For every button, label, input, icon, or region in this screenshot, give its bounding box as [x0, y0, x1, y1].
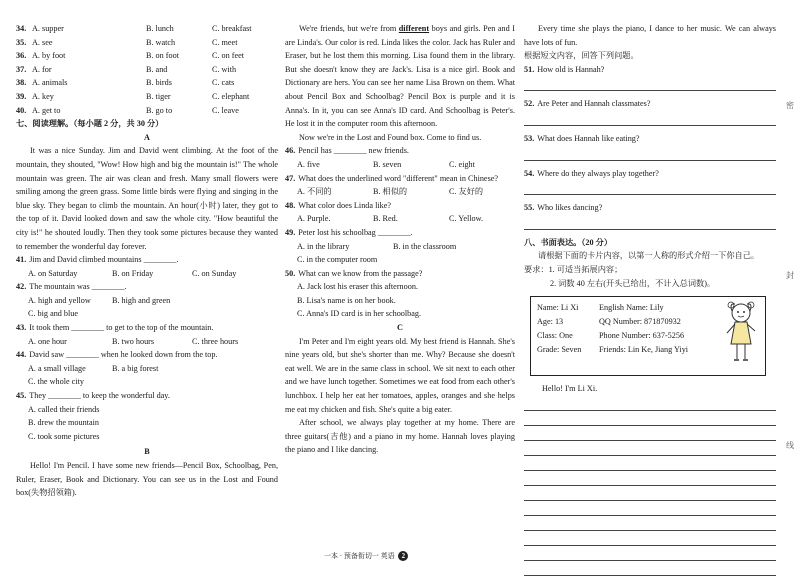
option-c: C. on feet	[212, 51, 245, 61]
writing-line	[524, 441, 776, 456]
option-a: A. called their friends	[28, 404, 100, 414]
card-value: Friends: Lin Ke, Jiang Yiyi	[599, 345, 689, 355]
option-a: A. on Saturday	[28, 268, 78, 278]
option-a: A. get to	[32, 105, 61, 115]
question-text: What color does Linda like?	[298, 200, 391, 210]
passage-a-questions	[16, 253, 278, 443]
writing-start: Hello! I'm Li Xi.	[542, 384, 598, 394]
question-text: The mountain was ________.	[29, 282, 127, 292]
question-stem	[16, 280, 278, 294]
question-stem	[285, 172, 515, 186]
option-a: A. key	[32, 91, 54, 101]
card-value: English Name: Lily	[599, 303, 664, 313]
question-number: 38.	[16, 78, 27, 88]
passage-c-questions	[524, 63, 776, 236]
cloze-option-row	[16, 76, 278, 90]
passage-a-text: It was a nice Sunday. Jim and David went climbing. At the foot of the mountain, they shouted, "Wow! How high and big the mountain is!" The whole mountain was green. The air was clean and fresh. Many small flowers were smiling among the green grass. Some little birds were flying and singing in the blue sky. They began to climb the mountain. An hour(小时) later, they got to the top of it. David looked down and saw the whole city. "How beautiful the city is!" he shouted loudly. Then they took some pictures because they wanted to remember the wonderful day forever.	[16, 146, 278, 251]
option-a: A. supper	[32, 24, 64, 33]
option: B. seven	[373, 159, 402, 169]
writing-line	[524, 456, 776, 471]
question-number: 44.	[16, 350, 27, 360]
answer-line	[524, 76, 776, 91]
column-left	[16, 0, 278, 500]
passage-b-para1: Hello! I'm Pencil. I have some new friends—Pencil Box, Schoolbag, Pen, Ruler, Eraser, Book and Dictionary. You can see us in the Lost and Found box(失物招领箱).	[16, 461, 278, 498]
option-c: C. with	[212, 64, 237, 74]
c-instructions: 根据短文内容，回答下列问题。	[524, 51, 639, 61]
question-number: 34.	[16, 24, 27, 33]
option: A. in the library	[297, 241, 350, 251]
question-text: Where do they always play together?	[537, 168, 659, 178]
options-row	[16, 267, 278, 281]
girl-illustration	[721, 299, 761, 365]
p2-pre: We're friends, but we're from	[299, 24, 399, 33]
question-number: 41.	[16, 255, 27, 265]
question-number: 46.	[285, 146, 296, 156]
option: B. Lisa's name is on her book.	[297, 295, 396, 305]
question-stem	[524, 167, 776, 181]
option-b: B. birds	[146, 78, 172, 88]
question-text: Peter lost his schoolbag ________.	[298, 227, 413, 237]
option-c: C. meet	[212, 37, 238, 47]
question-number: 36.	[16, 51, 27, 61]
passage-b-para3: Now we're in the Lost and Found box. Come to find us.	[299, 132, 482, 142]
option-a: A. by foot	[32, 51, 66, 61]
question-number: 50.	[285, 268, 296, 278]
option-a: A. one hour	[28, 336, 67, 346]
option-b: B. lunch	[146, 24, 174, 33]
page-number: 2	[398, 551, 408, 561]
info-card	[530, 296, 766, 376]
option-b: B. on foot	[146, 51, 179, 61]
option-c: C. on Sunday	[192, 268, 237, 278]
writing-line	[524, 396, 776, 411]
option: C. eight	[449, 159, 475, 169]
writing-req-1: 要求：1. 可适当拓展内容；	[524, 264, 623, 274]
question-number: 49.	[285, 227, 296, 237]
question-number: 47.	[285, 173, 296, 183]
column-right	[524, 0, 776, 576]
option-c: C. big and blue	[28, 309, 79, 319]
card-value: QQ Number: 871870932	[599, 317, 681, 327]
question-stem	[16, 348, 278, 362]
option-c: C. the whole city	[28, 377, 84, 387]
option-c: C. took some pictures	[28, 431, 100, 441]
option: B. Red.	[373, 214, 398, 224]
p2-post: boys and girls. Pen and I are Linda's. Our color is red. Linda likes the color. Jack has Ruler and Eraser, but he lost them this morning. Lisa found them in the library. But she doesn't know they are Jack's. Lisa is a nice girl. Book and Dictionary are hers. You can see her name Lisa Brown on them. What about Pencil Box and Schoolbag? Pencil Box is purple and it is Anna's. In it, you can see Anna's ID card. And Schoolbag is Peter's. He lost it in the computer room this afternoon.	[285, 24, 515, 129]
cloze-option-row	[16, 90, 278, 104]
cloze-option-row	[16, 49, 278, 63]
question-stem	[285, 226, 515, 240]
passage-c-label: C	[397, 323, 403, 333]
question-number: 48.	[285, 200, 296, 210]
option-a: A. animals	[32, 78, 68, 88]
writing-line	[524, 546, 776, 561]
section-8-heading: 八、书面表达。（20 分）	[524, 237, 613, 247]
underlined-word: different	[398, 24, 430, 33]
column-middle	[285, 0, 515, 457]
question-number: 53.	[524, 133, 535, 143]
option-b: B. and	[146, 64, 168, 74]
option-b: B. watch	[146, 37, 176, 47]
option-a: A. for	[32, 64, 52, 74]
cloze-option-row	[16, 36, 278, 50]
question-stem	[524, 63, 776, 77]
answer-line	[524, 180, 776, 195]
writing-line	[524, 501, 776, 516]
options-row	[285, 240, 515, 254]
question-text: What does the underlined word "different" mean in Chinese?	[298, 173, 499, 183]
question-text: David saw ________ when he looked down from the top.	[29, 350, 218, 360]
options-row	[285, 158, 515, 172]
writing-prompt: 请根据下面的卡片内容，以第一人称的形式介绍一下你自己。	[538, 251, 760, 261]
writing-line	[524, 426, 776, 441]
margin-mark-2: 封	[786, 271, 794, 280]
passage-a-label: A	[144, 132, 150, 142]
option-c: C. three hours	[192, 336, 239, 346]
writing-req-2: 2. 词数 40 左右(开头已给出，不计入总词数)。	[550, 278, 716, 288]
option: B. 相似的	[373, 187, 408, 197]
question-text: What does Hannah like eating?	[537, 133, 640, 143]
question-text: Pencil has ________ new friends.	[298, 146, 409, 156]
options-row	[16, 335, 278, 349]
answer-line	[524, 215, 776, 230]
option-c: C. breakfast	[212, 24, 252, 33]
options-row	[285, 185, 515, 199]
question-number: 52.	[524, 99, 535, 109]
question-stem	[285, 267, 515, 281]
question-number: 37.	[16, 64, 27, 74]
option: B. in the classroom	[393, 241, 457, 251]
cloze-options	[16, 22, 278, 117]
passage-c-para3: Every time she plays the piano, I dance to her music. We can always have lots of fun.	[524, 24, 776, 47]
question-number: 40.	[16, 105, 27, 115]
question-number: 42.	[16, 282, 27, 292]
question-text: How old is Hannah?	[537, 64, 605, 74]
option-b: B. drew the mountain	[28, 418, 99, 428]
question-text: They ________ to keep the wonderful day.	[29, 391, 170, 401]
card-value: Phone Number: 637-5256	[599, 331, 685, 341]
option-a: A. high and yellow	[28, 295, 91, 305]
option-b: B. two hours	[112, 336, 155, 346]
passage-c-para2: After school, we always play together at my home. There are three guitars(吉他) and a piano in my home. Hannah loves playing the piano and I like dancing.	[285, 418, 515, 455]
option-c: C. leave	[212, 105, 239, 115]
margin-mark-3: 线	[786, 441, 794, 450]
question-number: 55.	[524, 203, 535, 213]
question-number: 43.	[16, 323, 27, 333]
card-key: Class: One	[537, 331, 573, 341]
question-text: Are Peter and Hannah classmates?	[537, 99, 651, 109]
question-number: 54.	[524, 168, 535, 178]
question-number: 39.	[16, 91, 27, 101]
option: C. 友好的	[449, 187, 484, 197]
option: A. Jack lost his eraser this afternoon.	[297, 282, 418, 292]
passage-b-label: B	[144, 447, 150, 457]
option-a: A. see	[32, 37, 53, 47]
cloze-option-row	[16, 63, 278, 77]
option-b: B. high and green	[112, 295, 171, 305]
section-7-heading: 七、阅读理解。（每小题 2 分，共 30 分）	[16, 119, 164, 129]
question-number: 35.	[16, 37, 27, 47]
question-stem	[16, 253, 278, 267]
passage-b-para2	[285, 22, 515, 131]
page-footer	[324, 551, 408, 561]
card-key: Name: Li Xi	[537, 303, 579, 313]
writing-line	[524, 561, 776, 576]
passage-c-para1: I'm Peter and I'm eight years old. My best friend is Hannah. She's nine years old, but she's shorter than me. Why? Because she doesn't eat well. We are in the same class in school. We sit next to each other and we have lunch together. Sometimes we eat food from each other's lunchbox. I help her eat her tomatoes, apples, oranges and she helps me eat my chicken and fish. She's quite a big eater.	[285, 336, 515, 414]
question-stem	[524, 201, 776, 215]
cloze-option-row	[16, 104, 278, 118]
option-c: C. elephant	[212, 91, 250, 101]
question-stem	[16, 321, 278, 335]
question-text: Who likes dancing?	[537, 203, 603, 213]
option-b: B. a big forest	[112, 363, 159, 373]
option: A. Purple.	[297, 214, 331, 224]
writing-line	[524, 531, 776, 546]
option-b: B. tiger	[146, 91, 171, 101]
writing-line	[524, 471, 776, 486]
question-stem	[285, 144, 515, 158]
writing-line	[524, 516, 776, 531]
question-text: What can we know from the passage?	[298, 268, 423, 278]
passage-b-questions	[285, 144, 515, 321]
writing-lines	[524, 396, 776, 576]
option-b: B. go to	[146, 105, 173, 115]
options-row	[16, 294, 278, 308]
question-text: It took them ________ to get to the top of the mountain.	[29, 323, 214, 333]
option-a: A. a small village	[28, 363, 86, 373]
options-row	[285, 212, 515, 226]
question-number: 45.	[16, 391, 27, 401]
question-text: Jim and David climbed mountains ________.	[29, 255, 179, 265]
margin-mark-1: 密	[786, 101, 794, 110]
answer-line	[524, 111, 776, 126]
question-stem	[524, 97, 776, 111]
writing-line	[524, 411, 776, 426]
option: A. 不同的	[297, 187, 332, 197]
option: C. in the computer room	[297, 255, 378, 265]
option: A. five	[297, 159, 320, 169]
option-c: C. cats	[212, 78, 235, 88]
option: C. Anna's ID card is in her schoolbag.	[297, 309, 422, 319]
answer-line	[524, 146, 776, 161]
options-row	[16, 362, 278, 376]
cloze-option-row	[16, 22, 278, 36]
question-stem	[16, 389, 278, 403]
card-key: Grade: Seven	[537, 345, 582, 355]
writing-line	[524, 486, 776, 501]
footer-text: 一本 · 预备衔切一 英语	[324, 552, 395, 560]
option-b: B. on Friday	[112, 268, 154, 278]
question-stem	[285, 199, 515, 213]
card-key: Age: 13	[537, 317, 564, 327]
question-number: 51.	[524, 64, 535, 74]
option: C. Yellow.	[449, 214, 484, 224]
question-stem	[524, 132, 776, 146]
